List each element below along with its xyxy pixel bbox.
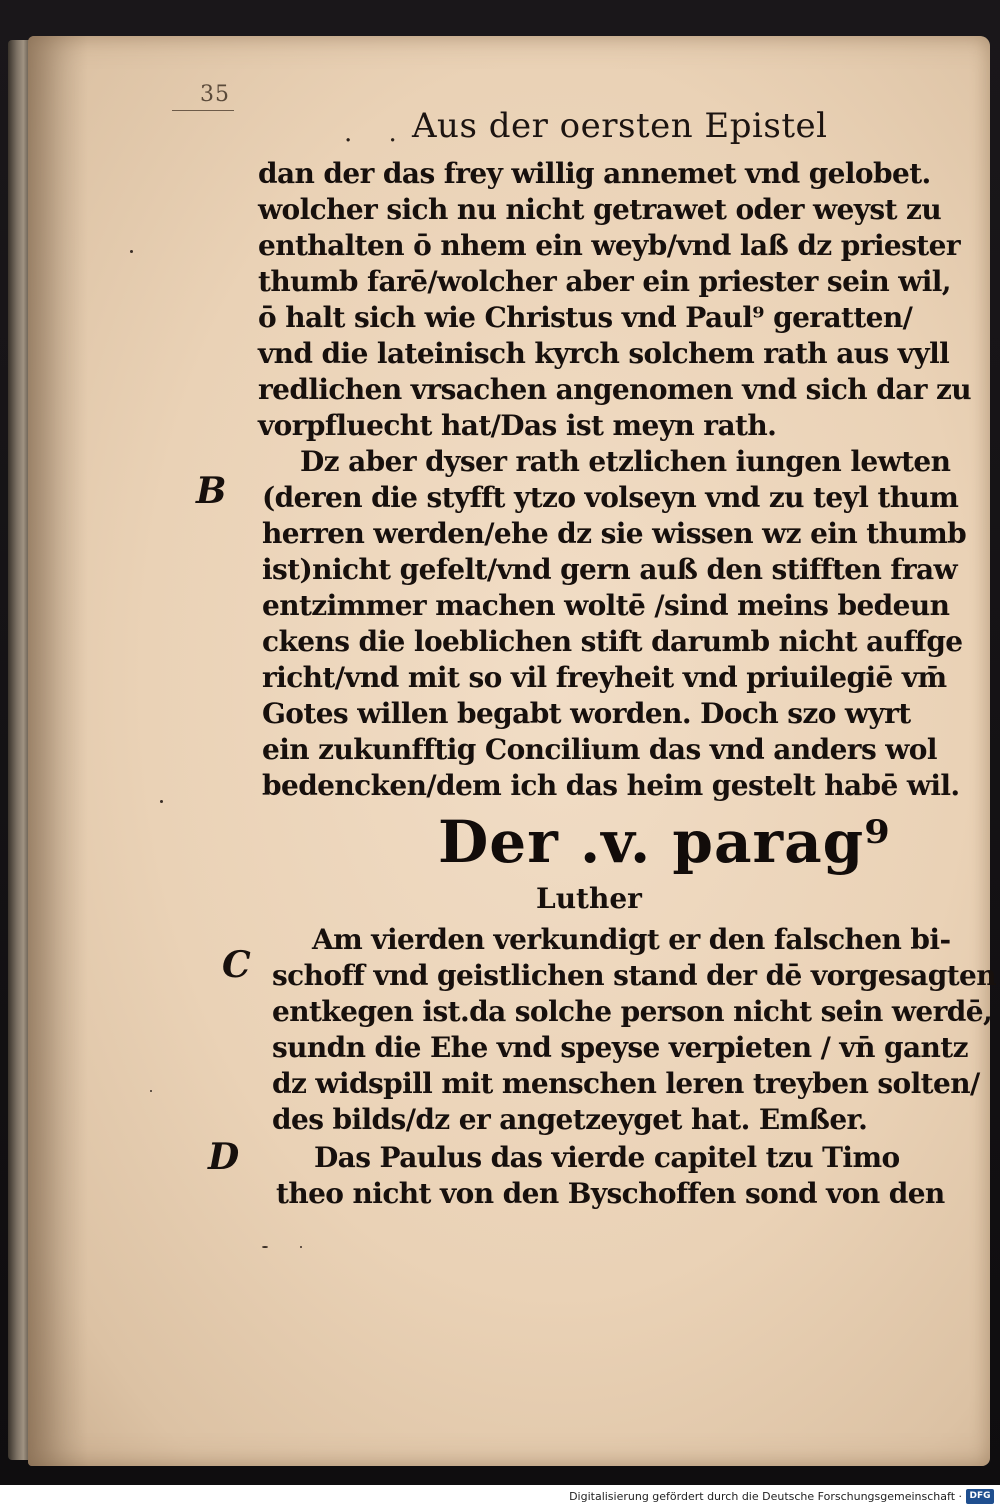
text-line: Gotes willen begabt worden. Doch szo wyrt [262, 697, 911, 730]
paper-speck [160, 800, 163, 803]
text-line: bedencken/dem ich das heim gestelt habē wil. [262, 769, 960, 802]
text-line: richt/vnd mit so vil freyheit vnd priuilegiē vm̄ [262, 661, 947, 694]
text-line: Das Paulus das vierde capitel tzu Timo [314, 1141, 900, 1174]
text-line: vnd die lateinisch kyrch solchem rath aus vyll [258, 337, 950, 370]
text-line: thumb farē/wolcher aber ein priester sein wil, [258, 265, 951, 298]
text-line: (deren die styfft ytzo volseyn vnd zu teyl thum [262, 481, 959, 514]
text-line: dan der das frey willig annemet vnd gelobet. [258, 157, 931, 190]
paper-speck [150, 1090, 152, 1092]
text-line: wolcher sich nu nicht getrawet oder weyst zu [258, 193, 942, 226]
footer-credit: Digitalisierung gefördert durch die Deutsche Forschungsgemeinschaft · [569, 1490, 962, 1503]
folio-rule [172, 110, 234, 111]
text-line: sundn die Ehe vnd speyse verpieten / vn̄ gantz [272, 1031, 968, 1064]
text-line: theo nicht von den Byschoffen sond von den [276, 1177, 945, 1210]
running-head: Aus der oersten Epistel [412, 106, 828, 146]
text-line: Dz aber dyser rath etzlichen iungen lewten [300, 445, 951, 478]
digitization-footer [0, 1485, 1000, 1509]
text-line: ckens die loeblichen stift darumb nicht auffge [262, 625, 963, 658]
text-line: redlichen vrsachen angenomen vnd sich dar zu [258, 373, 972, 406]
folio-number: 35 [200, 82, 230, 107]
text-line: entzimmer machen woltē /sind meins bedeun [262, 589, 950, 622]
text-line: ein zukunfftig Concilium das vnd anders wol [262, 733, 937, 766]
book-spine-edge [8, 40, 30, 1460]
paper-speck [262, 1246, 268, 1248]
paper-speck [300, 1246, 302, 1248]
text-line: dz widspill mit menschen leren treyben solten/ [272, 1067, 980, 1100]
text-line: entkegen ist.da solche person nicht sein werdē, [272, 995, 993, 1028]
text-line: herren werden/ehe dz sie wissen wz ein thumb [262, 517, 967, 550]
text-line: ō halt sich wie Christus vnd Paul⁹ geratten/ [258, 301, 913, 334]
marginal-mark-c: C [222, 944, 251, 986]
text-line: vorpfluecht hat/Das ist meyn rath. [258, 409, 777, 442]
marginal-mark-b: B [196, 470, 227, 512]
text-line: Am vierden verkundigt er den falschen bi- [312, 923, 951, 956]
section-heading: Der .v. parag⁹ [438, 808, 891, 876]
section-subheading: Luther [536, 882, 642, 915]
marginal-mark-d: D [208, 1136, 240, 1178]
dfg-logo: DFG [966, 1489, 994, 1504]
text-line: ist)nicht gefelt/vnd gern auß den stifften fraw [262, 553, 958, 586]
text-line: schoff vnd geistlichen stand der dē vorgesagten [272, 959, 996, 992]
text-line: enthalten ō nhem ein weyb/vnd laß dz priester [258, 229, 960, 262]
running-head-dots: . . [344, 118, 411, 148]
paper-speck [130, 250, 133, 253]
text-line: des bilds/dz er angetzeyget hat. Emßer. [272, 1103, 868, 1136]
